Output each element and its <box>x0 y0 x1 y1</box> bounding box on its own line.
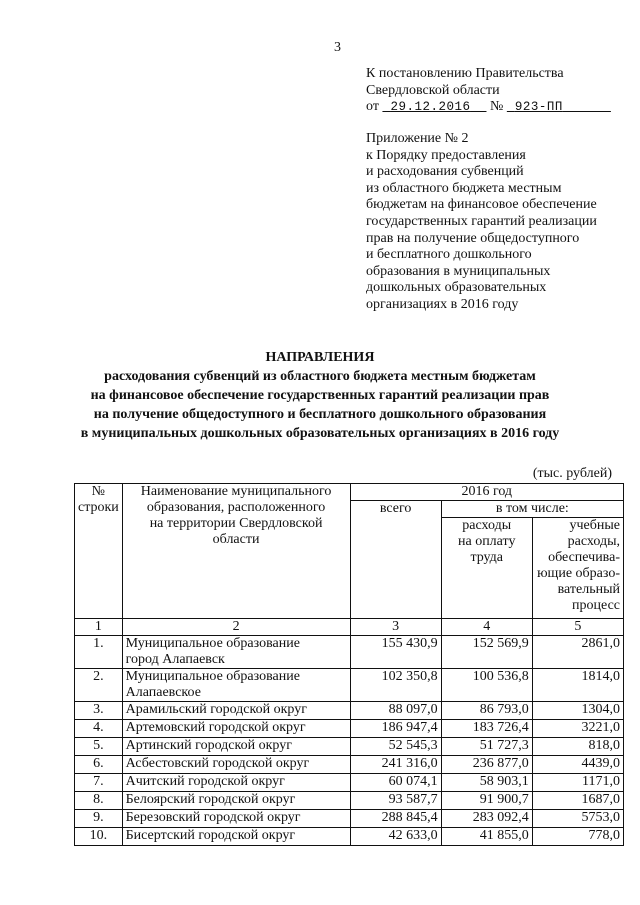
municipality-name: Арамильский городской округ <box>122 702 350 720</box>
row-number: 2. <box>75 669 123 702</box>
table-row <box>75 810 624 828</box>
row-number: 7. <box>75 774 123 792</box>
row-number: 6. <box>75 756 123 774</box>
row-number: 3. <box>75 702 123 720</box>
column-number: 2 <box>122 619 350 636</box>
column-number-row <box>75 619 624 636</box>
total-value: 186 947,4 <box>350 720 441 738</box>
labor-value: 152 569,9 <box>441 636 532 669</box>
edu-value: 4439,0 <box>532 756 623 774</box>
labor-value: 236 877,0 <box>441 756 532 774</box>
municipality-name: Асбестовский городской округ <box>122 756 350 774</box>
date-prefix: от <box>366 99 379 114</box>
table-header-row <box>75 484 624 501</box>
total-value: 93 587,7 <box>350 792 441 810</box>
labor-value: 58 903,1 <box>441 774 532 792</box>
labor-value: 183 726,4 <box>441 720 532 738</box>
table-row <box>75 636 624 669</box>
total-value: 102 350,8 <box>350 669 441 702</box>
total-value: 155 430,9 <box>350 636 441 669</box>
appendix-line: к Порядку предоставления <box>366 147 526 163</box>
title-line: на финансовое обеспечение государственных гарантий реализации прав <box>90 388 550 403</box>
municipality-name: Муниципальное образование Алапаевское <box>122 669 350 702</box>
decree-line-1: К постановлению Правительства <box>366 66 564 81</box>
row-number: 8. <box>75 792 123 810</box>
appendix-line: бюджетам на финансовое обеспечение <box>366 197 597 213</box>
decree-date: 29.12.2016 <box>390 100 471 114</box>
title-line: на получение общедоступного и бесплатного дошкольного образования <box>93 407 547 422</box>
title-heading: НАПРАВЛЕНИЯ <box>265 350 375 365</box>
document-title <box>20 348 620 443</box>
municipality-name: Белоярский городской округ <box>122 792 350 810</box>
title-line: расходования субвенций из областного бюджета местным бюджетам <box>104 369 536 384</box>
page-number: 3 <box>334 40 341 55</box>
column-number: 5 <box>532 619 623 636</box>
subvention-table <box>74 483 624 846</box>
labor-value: 51 727,3 <box>441 738 532 756</box>
total-value: 241 316,0 <box>350 756 441 774</box>
labor-value: 86 793,0 <box>441 702 532 720</box>
header-total: всего <box>350 501 441 619</box>
appendix-line: и расходования субвенций <box>366 164 524 180</box>
decree-reference <box>366 66 628 116</box>
decree-line-2: Свердловской области <box>366 82 500 98</box>
edu-value: 778,0 <box>532 828 623 846</box>
municipality-name: Ачитский городской округ <box>122 774 350 792</box>
edu-value: 2861,0 <box>532 636 623 669</box>
header-educational-costs: учебные расходы, обеспечива- ющие образо- вательный процесс <box>532 518 623 619</box>
total-value: 42 633,0 <box>350 828 441 846</box>
row-number: 4. <box>75 720 123 738</box>
municipality-name: Бисертский городской округ <box>122 828 350 846</box>
municipality-name: Артемовский городской округ <box>122 720 350 738</box>
municipality-name: Муниципальное образование город Алапаевск <box>122 636 350 669</box>
unit-label: (тыс. рублей) <box>532 466 612 481</box>
edu-value: 818,0 <box>532 738 623 756</box>
appendix-line: организациях в 2016 году <box>366 296 519 312</box>
table-row <box>75 792 624 810</box>
appendix-line: из областного бюджета местным <box>366 180 562 196</box>
row-number: 1. <box>75 636 123 669</box>
edu-value: 1171,0 <box>532 774 623 792</box>
edu-value: 1814,0 <box>532 669 623 702</box>
table-row <box>75 720 624 738</box>
decree-number: 923-ПП <box>514 100 563 114</box>
total-value: 288 845,4 <box>350 810 441 828</box>
labor-value: 91 900,7 <box>441 792 532 810</box>
row-number: 5. <box>75 738 123 756</box>
table-row <box>75 756 624 774</box>
title-line: в муниципальных дошкольных образовательных организациях в 2016 году <box>80 426 560 441</box>
labor-value: 100 536,8 <box>441 669 532 702</box>
column-number: 4 <box>441 619 532 636</box>
header-year: 2016 год <box>350 484 623 501</box>
header-row-number: № строки <box>75 484 123 619</box>
appendix-line: дошкольных образовательных <box>366 280 547 296</box>
edu-value: 1687,0 <box>532 792 623 810</box>
total-value: 60 074,1 <box>350 774 441 792</box>
table-row <box>75 774 624 792</box>
column-number: 1 <box>75 619 123 636</box>
header-including: в том числе: <box>441 501 623 518</box>
municipality-name: Артинский городской округ <box>122 738 350 756</box>
appendix-line: и бесплатного дошкольного <box>366 247 532 263</box>
municipality-name: Березовский городской округ <box>122 810 350 828</box>
appendix-line: образования в муниципальных <box>366 263 551 279</box>
row-number: 10. <box>75 828 123 846</box>
decree-date-line <box>366 99 628 116</box>
edu-value: 5753,0 <box>532 810 623 828</box>
table-row <box>75 738 624 756</box>
table-row <box>75 828 624 846</box>
column-number: 3 <box>350 619 441 636</box>
edu-value: 1304,0 <box>532 702 623 720</box>
appendix-block <box>366 131 628 314</box>
total-value: 52 545,3 <box>350 738 441 756</box>
table-row <box>75 669 624 702</box>
labor-value: 283 092,4 <box>441 810 532 828</box>
edu-value: 3221,0 <box>532 720 623 738</box>
row-number: 9. <box>75 810 123 828</box>
appendix-line: прав на получение общедоступного <box>366 230 580 246</box>
labor-value: 41 855,0 <box>441 828 532 846</box>
appendix-line: Приложение № 2 <box>366 131 469 146</box>
header-municipality-name: Наименование муниципального образования, расположенного на территории Свердловской области <box>122 484 350 619</box>
total-value: 88 097,0 <box>350 702 441 720</box>
table-row <box>75 702 624 720</box>
appendix-line: государственных гарантий реализации <box>366 213 597 229</box>
number-prefix: № <box>489 99 504 114</box>
header-labor-costs: расходы на оплату труда <box>441 518 532 619</box>
